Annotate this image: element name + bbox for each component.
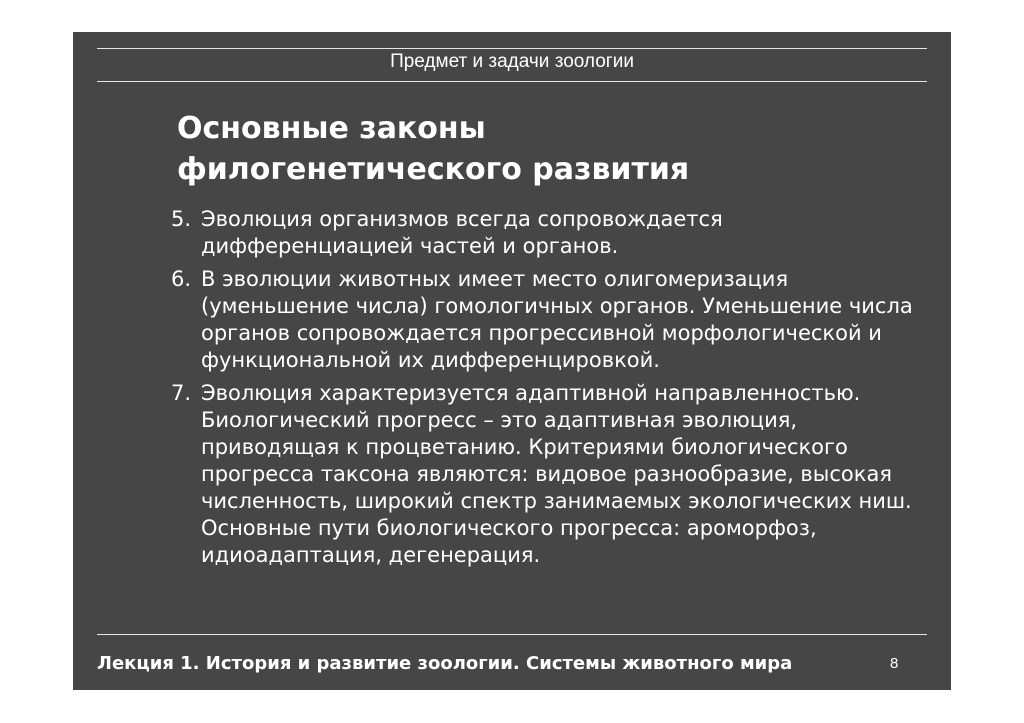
law-text: Эволюция характеризуется адаптивной направленностью. Биологический прогресс – это адаптивная эволюция, приводящая к процветанию. Критериями биологического прогресса таксона являются: видовое разнообразие, высокая численность, широкий спектр занимаемых экологических ниш. Основные пути биологического прогресса: ароморфоз, идиоадаптация, дегенерация. bbox=[201, 381, 912, 567]
header-rule-bottom bbox=[97, 81, 927, 82]
footer-rule bbox=[97, 634, 927, 635]
law-number: 6. bbox=[171, 267, 192, 291]
header-title: Предмет и задачи зоологии bbox=[390, 51, 634, 72]
law-item-6 bbox=[171, 266, 931, 374]
header-rule-top bbox=[97, 48, 927, 49]
slide-title bbox=[177, 108, 689, 190]
law-item-5 bbox=[171, 206, 931, 260]
slide bbox=[73, 32, 951, 690]
law-text: В эволюции животных имеет место олигомеризация (уменьшение числа) гомологичных органов. Уменьшение числа органов сопровождается прогрессивной морфологической и функциональной их дифференцировкой. bbox=[201, 267, 913, 372]
page-number: 8 bbox=[890, 655, 899, 672]
law-number: 5. bbox=[171, 207, 192, 231]
footer-lecture-title: Лекция 1. История и развитие зоологии. Системы животного мира bbox=[97, 653, 793, 674]
law-number: 7. bbox=[171, 381, 192, 405]
slide-title-line-1: Основные законы bbox=[177, 111, 486, 146]
law-text: Эволюция организмов всегда сопровождается дифференциацией частей и органов. bbox=[201, 207, 723, 258]
slide-title-line-2: филогенетического развития bbox=[177, 152, 690, 187]
law-item-7 bbox=[171, 380, 931, 569]
law-list bbox=[171, 206, 931, 575]
